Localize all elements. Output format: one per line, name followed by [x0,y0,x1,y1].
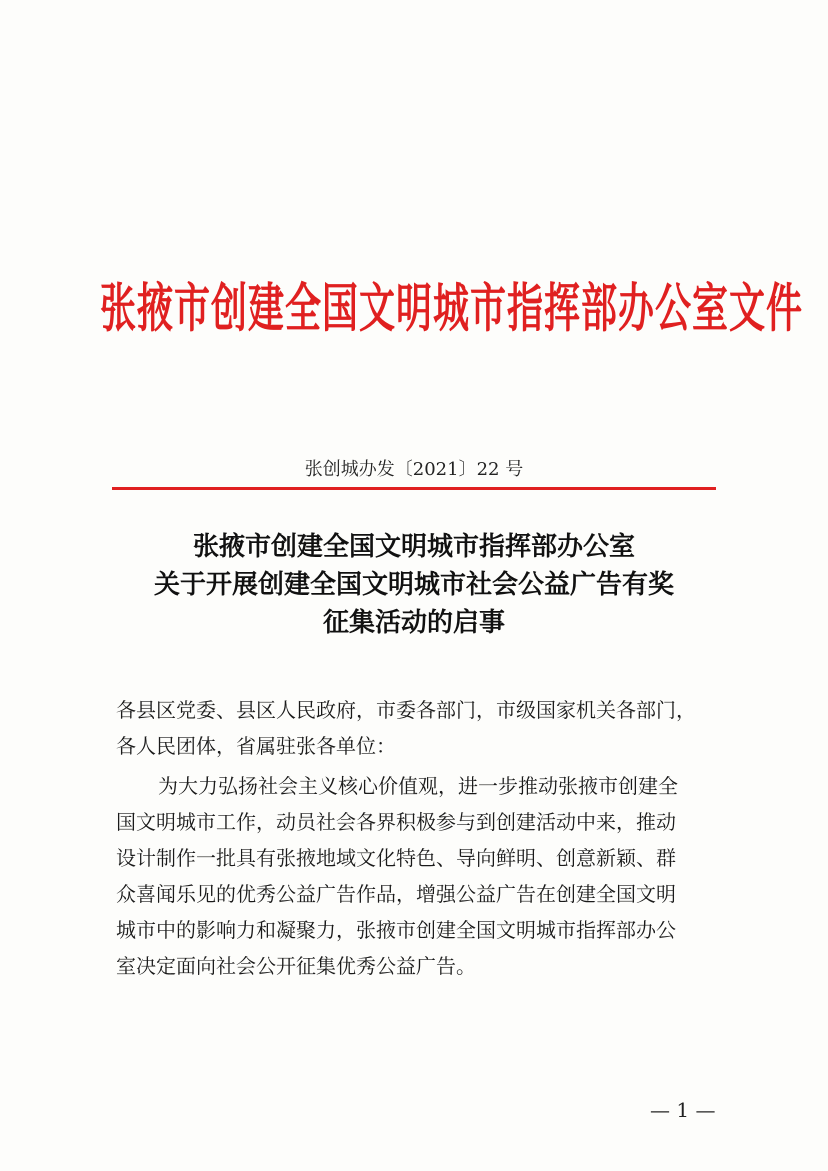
body-line: 室决定面向社会公开征集优秀公益广告。 [116,954,476,978]
body-line: 众喜闻乐见的优秀公益广告作品，增强公益广告在创建全国文明 [116,882,676,906]
body-line: 为大力弘扬社会主义核心价值观，进一步推动张掖市创建全 [158,774,678,798]
body-line: 城市中的影响力和凝聚力，张掖市创建全国文明城市指挥部办公 [116,918,676,942]
title-line: 征集活动的启事 [322,608,505,638]
recipients-block [116,692,736,764]
body-line: 设计制作一批具有张掖地域文化特色、导向鲜明、创意新颖、群 [116,846,676,870]
body-line: 国文明城市工作，动员社会各界积极参与到创建活动中来，推动 [116,810,676,834]
recipients-line: 各人民团体，省属驻张各单位： [116,734,396,758]
title-line: 关于开展创建全国文明城市社会公益广告有奖 [153,570,674,600]
body-paragraph [116,768,736,984]
title-line: 张掖市创建全国文明城市指挥部办公室 [192,532,635,562]
document-number: 张创城办发〔2021〕22 号 [304,459,524,480]
recipients-line: 各县区党委、县区人民政府，市委各部门，市级国家机关各部门， [116,698,696,722]
red-divider-rule [112,487,716,490]
document-title [60,528,768,642]
red-masthead: 张掖市创建全国文明城市指挥部办公室文件 [100,279,804,340]
page-number: — 1 — [650,1098,716,1122]
